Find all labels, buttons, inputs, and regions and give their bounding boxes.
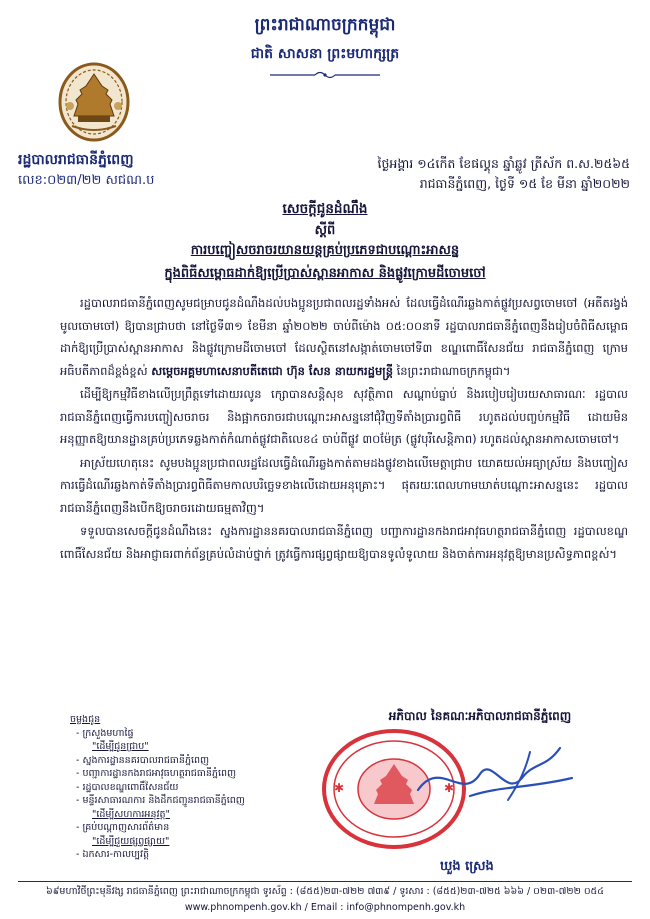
recipients-title: ចម្លងជូន [70,714,101,725]
p1-bold-name: សម្តេចអគ្គមហាសេនាបតីតេជោ ហ៊ុន សែន នាយករដ្ឋមន្ត្រី [151,363,393,378]
signature-mark [410,738,580,810]
recipient-item: - បញ្ជាការដ្ឋានកងរាជអាវុធហត្ថរាជធានីភ្នំពេញ [76,768,237,779]
recipient-item: - គ្រប់បណ្តាញសារព័ត៌មាន [76,822,170,833]
svg-text:✱: ✱ [334,781,345,795]
kingdom-heading: ព្រះរាជាណាចក្រកម្ពុជា [254,15,396,35]
recipient-item: - រដ្ឋបាលខណ្ឌពោធិ៍សែនជ័យ [76,781,179,793]
body-paragraph-3: អាស្រ័យហេតុនេះ សូមបងប្អូនប្រជាពលរដ្ឋដែលធ្វើដំណើរឆ្លងកាត់តាមដងផ្លូវខាងលើមេត្តាជ្រាប យោគយល់អធ្យាស្រ័យ និងបញ្ចៀសការធ្វើដំណើរឆ្លងកាត់ទីតាំងប្រារព្ធពិធីតាមកាលបរិច្ឆេទខាងលើដោយអនុគ្រោះ។ ផុតរយៈពេលហាមឃាត់បណ្តោះអាសន្ននេះ រដ្ឋបាលរាជធានីភ្នំពេញនឹងបើកឱ្យចរាចរដោយធម្មតាវិញ។ [60,455,628,515]
website-link[interactable]: www.phnompenh.gov.kh [184,902,302,913]
body-paragraph-1 [60,292,628,382]
recipient-purpose: "ដើម្បីជូនជ្រាប" [92,741,149,752]
recipient-item: - មន្ទីរសាធារណការ និងដឹកជញ្ជូនរាជធានីភ្នំពេញ [76,795,245,806]
body-paragraph-2: ដើម្បីឱ្យកម្មវិធីខាងលើប្រព្រឹត្តទៅដោយរលូន ក្សោបានសន្តិសុខ សុវត្ថិភាព សណ្តាប់ធ្នាប់ និងរបៀបរៀបរយសាធារណៈ រដ្ឋបាលរាជធានីភ្នំពេញធ្វើការបញ្ចៀសចរាចរ និងផ្អាកចរាចរជាបណ្តោះអាសន្ននៅជុំវិញទីតាំងប្រារព្ធពិធី រហូតដល់បញ្ចប់កម្មវិធី ដោយមិនអនុញ្ញាតឱ្យយានដ្ឋានគ្រប់ប្រភេទឆ្លងកាត់កំណាត់ផ្លូវជាតិលេខ៤ ចាប់ពីផ្លូវ ៣០ម៉ែត្រ (ផ្លូវបុរីសេន្តិភាព) រហូតដល់ស្ពានអាកាសចោមចៅ។ [60,387,628,446]
body-paragraph-4: ទទួលបានសេចក្តីជូនដំណឹងនេះ ស្នងការដ្ឋាននគរបាលរាជធានីភ្នំពេញ បញ្ជាការដ្ឋានកងរាជអាវុធហត្ថរាជធានីភ្នំពេញ រដ្ឋបាលខណ្ឌពោធិ៍សែនជ័យ និងអាជ្ញាធរពាក់ព័ន្ធគ្រប់លំដាប់ថ្នាក់ ត្រូវធ្វើការផ្សព្វផ្សាយឱ្យបានទូលំទូលាយ និងចាត់ការអនុវត្តឱ្យមានប្រសិទ្ធភាពខ្ពស់។ [60,524,628,561]
svg-text:✱: ✱ [444,781,455,795]
national-motto: ជាតិ សាសនា ព្រះមហាក្សត្រ [250,46,400,62]
email-link[interactable]: Email : info@phnompenh.gov.kh [310,902,466,913]
recipient-item: - ក្រសួងមហាផ្ទៃ [76,727,134,739]
document-type: សេចក្តីជូនដំណឹង [282,201,368,217]
recipient-item: - ស្នងការដ្ឋាននគរបាលរាជធានីភ្នំពេញ [76,754,210,766]
signer-title: អភិបាល នៃគណៈអភិបាលរាជធានីភ្នំពេញ [388,709,572,723]
recipient-purpose: "ដើម្បីជួយផ្សព្វផ្សាយ" [92,835,170,847]
signer-name: ឃួង ស្រេង [440,859,494,874]
lunar-date: ថ្ងៃអង្គារ ១៤កើត ខែផល្គុន ឆ្នាំឆ្លូវ ត្រីស័ក ព.ស.២៥៦៥ [377,156,630,171]
recipient-purpose: "ដើម្បីសហការអនុវត្ត" [92,808,170,820]
header-ornament-icon [265,70,385,80]
subject-label: ស្តីពី [314,223,336,238]
body [60,292,628,566]
p1-text-b: នៃព្រះរាជាណាចក្រកម្ពុជា។ [393,363,511,378]
copy-recipients [70,713,310,862]
footer-contact [0,902,650,913]
footer-separator: / [301,902,311,913]
reference-number: លេខ:០២៣/២២ សជណ.ប [18,173,155,188]
issuer-org: រដ្ឋបាលរាជធានីភ្នំពេញ [18,152,134,168]
p1-text-a: រដ្ឋបាលរាជធានីភ្នំពេញសូមជម្រាបជូនដំណឹងដល់បងប្អូនប្រជាពលរដ្ឋទាំងអស់ ដែលធ្វើដំណើរឆ្លងកាត់ផ្លូវប្រសព្វចោមចៅ (អតីតរង្វង់មូលចោមចៅ) ឱ្យបានជ្រាបថា នៅថ្ងៃទី៣១ ខែមីនា ឆ្នាំ២០២២ ចាប់ពីម៉ោង ០៥:០០នាទី រដ្ឋបាលរាជធានីភ្នំពេញនឹងរៀបចំពិធីសម្ពោធដាក់ឱ្យប្រើប្រាស់ស្ពានអាកាស និងផ្លូវក្រោមដីចោមចៅ ដែលស្ថិតនៅសង្កាត់ចោមចៅទី៣ ខណ្ឌពោធិ៍សែនជ័យ រាជធានីភ្នំពេញ ក្រោមអធិបតីភាពដ៏ខ្ពង់ខ្ពស់ [60,296,628,378]
gregorian-date: រាជធានីភ្នំពេញ, ថ្ងៃទី ១៥ ខែ មីនា ឆ្នាំ២០២២ [419,176,630,191]
footer-address: ៦៩មហាវិថីព្រះមុនីវង្ស រាជធានីភ្នំពេញ ព្រះរាជាណាចក្រកម្ពុជា ទូរស័ព្ទ : (៨៥៥)២៣-៧២២ ៧៣៩ / ទូរសារ : (៨៥៥)២៣-៧២៥ ៦៦៦ / ០២៣-៧២២ ០៥៤ [45,886,605,897]
subject-line-1: ការបញ្ចៀសចរាចរយានយន្តគ្រប់ប្រភេទជាបណ្តោះអាសន្ន [190,243,460,258]
emblem-icon [56,60,132,146]
subject-line-2: ក្នុងពិធីសម្ពោធដាក់ឱ្យប្រើប្រាស់ស្ពានអាកាស និងផ្លូវក្រោមដីចោមចៅ [164,266,486,281]
footer-divider [18,881,632,882]
recipient-item: - ឯកសារ-កាលប្បវត្តិ [76,849,150,860]
